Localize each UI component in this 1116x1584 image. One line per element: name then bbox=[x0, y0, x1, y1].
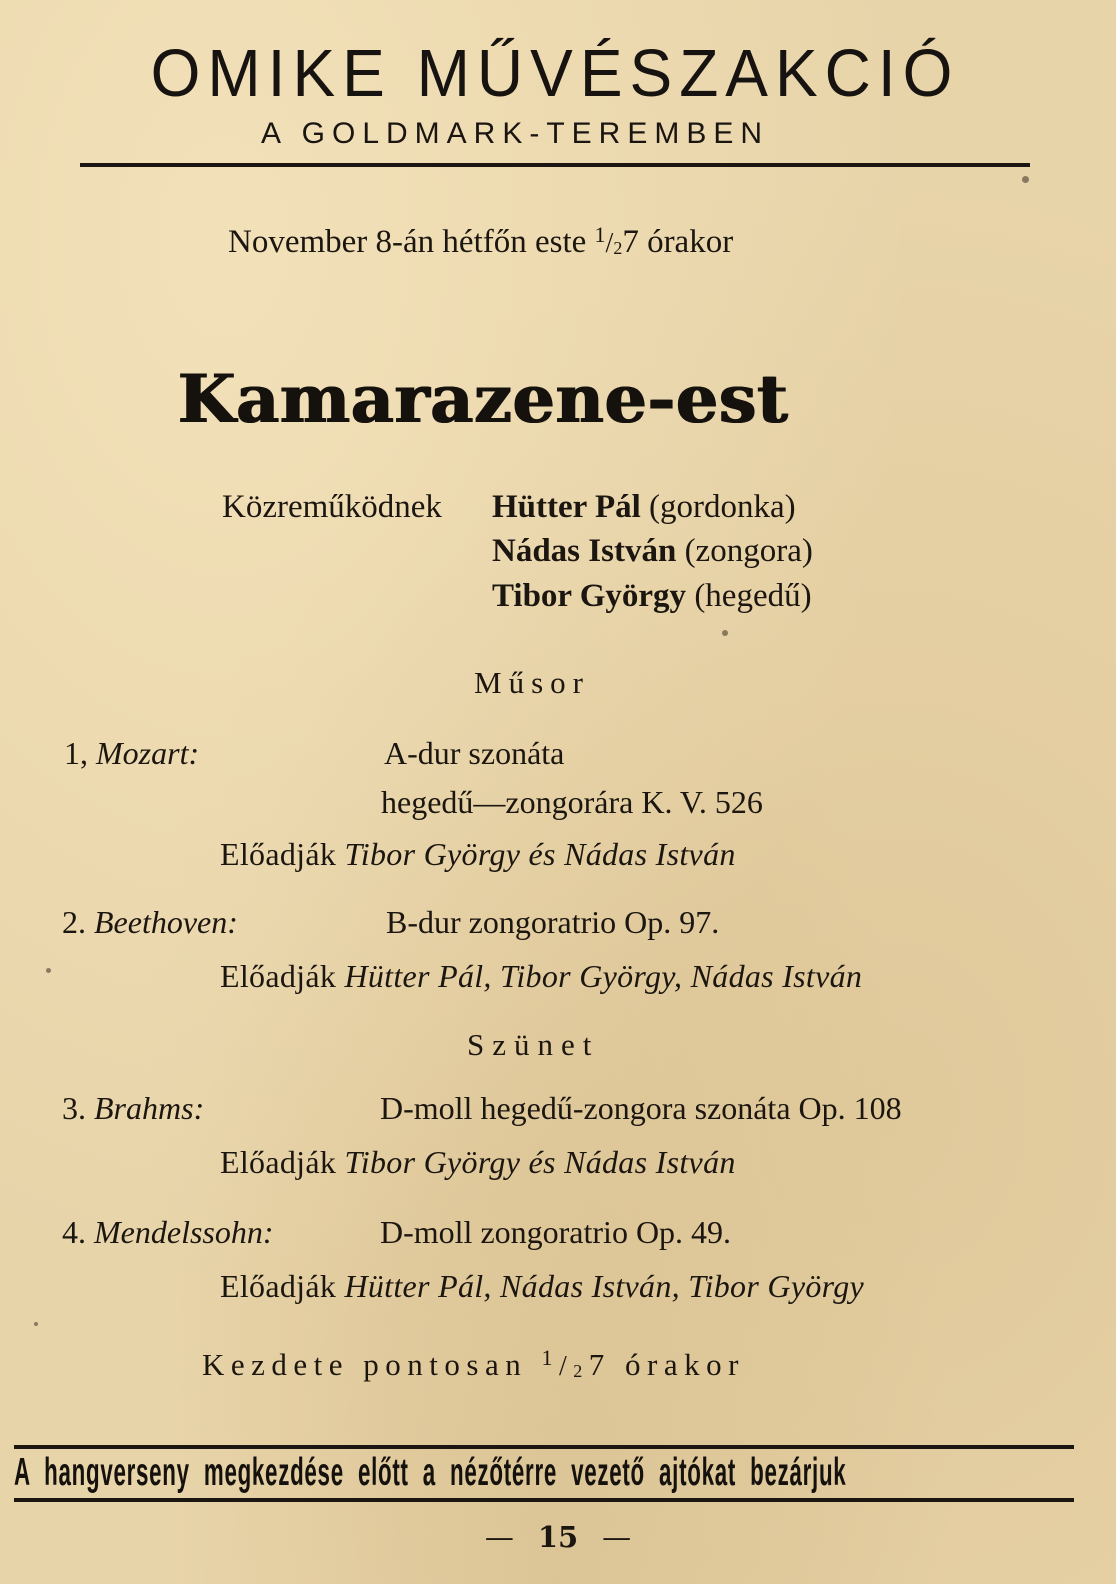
performers-label: Közreműködnek bbox=[222, 489, 442, 525]
paper-speck bbox=[46, 968, 51, 973]
composer-name: Brahms: bbox=[94, 1090, 205, 1126]
performed-by bbox=[220, 836, 736, 873]
page-dash-right: — bbox=[602, 1520, 632, 1554]
date-line bbox=[228, 222, 733, 261]
program-item-number bbox=[64, 735, 199, 772]
start-note-text: Kezdete pontosan bbox=[202, 1347, 528, 1382]
item-performers: Hütter Pál, Nádas István, Tibor György bbox=[344, 1268, 864, 1304]
item-number: 1, bbox=[64, 735, 88, 771]
item-performers: Hütter Pál, Tibor György, Nádas István bbox=[344, 958, 863, 994]
work-title: B-dur zongoratrio Op. 97. bbox=[386, 904, 720, 940]
page-dash-left: — bbox=[484, 1520, 514, 1554]
work-title: A-dur szonáta bbox=[384, 735, 565, 771]
start-time-text: 7 órakor bbox=[588, 1347, 745, 1382]
venue-subtitle: A GOLDMARK-TEREMBEN bbox=[260, 117, 770, 150]
performer-entry bbox=[492, 578, 812, 615]
paper-speck bbox=[34, 1322, 38, 1326]
performed-by bbox=[220, 958, 862, 995]
composer-name: Mozart: bbox=[96, 735, 200, 771]
performed-by bbox=[220, 1268, 864, 1305]
start-time-note bbox=[202, 1345, 745, 1383]
paper-speck bbox=[722, 630, 728, 636]
program-item-number bbox=[62, 1090, 204, 1127]
performed-by-label: Előadják bbox=[220, 958, 337, 994]
fraction-numerator: 1 bbox=[541, 1345, 559, 1370]
performed-by-label: Előadják bbox=[220, 1144, 337, 1180]
item-performers: Tibor György és Nádas István bbox=[344, 836, 736, 872]
date-text: November 8-án hétfőn este bbox=[228, 224, 587, 260]
intermission-label: Szünet bbox=[467, 1027, 600, 1062]
performer-instrument: (gordonka) bbox=[649, 489, 796, 525]
fraction-denominator: 2 bbox=[573, 1361, 589, 1381]
item-performers: Tibor György és Nádas István bbox=[344, 1144, 736, 1180]
program-item-number bbox=[62, 904, 238, 941]
performed-by-label: Előadják bbox=[220, 836, 337, 872]
item-number: 4. bbox=[62, 1214, 86, 1250]
page-number-value: 15 bbox=[537, 1520, 579, 1554]
time-text: 7 órakor bbox=[622, 224, 734, 260]
event-title: Kamarazene-est bbox=[178, 360, 789, 438]
performer-entry bbox=[492, 533, 813, 570]
performed-by bbox=[220, 1144, 736, 1181]
page-number bbox=[0, 1520, 1116, 1554]
fraction-slash: / bbox=[558, 1351, 574, 1382]
fraction-denominator: 2 bbox=[613, 238, 623, 258]
work-title: D-moll zongoratrio Op. 49. bbox=[380, 1214, 732, 1250]
notice-divider-bottom bbox=[14, 1498, 1074, 1502]
fraction-slash: / bbox=[605, 228, 614, 259]
performed-by-label: Előadják bbox=[220, 1268, 337, 1304]
door-closing-notice: A hangverseny megkezdése előtt a nézőtérre vezető ajtókat bezárjuk bbox=[14, 1450, 847, 1494]
paper-speck bbox=[1022, 176, 1029, 183]
item-number: 3. bbox=[62, 1090, 86, 1126]
fraction-numerator: 1 bbox=[594, 222, 606, 247]
performer-name: Tibor György bbox=[492, 578, 687, 614]
work-title: D-moll hegedű-zongora szonáta Op. 108 bbox=[380, 1090, 902, 1126]
performer-entry bbox=[492, 489, 796, 526]
header-divider bbox=[80, 163, 1030, 167]
performer-name: Nádas István bbox=[492, 533, 677, 569]
item-number: 2. bbox=[62, 904, 86, 940]
notice-divider-top bbox=[14, 1445, 1074, 1449]
composer-name: Beethoven: bbox=[94, 904, 238, 940]
performer-name: Hütter Pál bbox=[492, 489, 641, 525]
work-title-continued: hegedű—zongorára K. V. 526 bbox=[381, 784, 763, 820]
program-heading: Műsor bbox=[474, 665, 590, 700]
program-item-number bbox=[62, 1214, 274, 1251]
performer-instrument: (hegedű) bbox=[694, 578, 812, 614]
composer-name: Mendelssohn: bbox=[94, 1214, 274, 1250]
performer-instrument: (zongora) bbox=[684, 533, 813, 569]
organization-title: OMIKE MŰVÉSZAKCIÓ bbox=[150, 35, 960, 111]
